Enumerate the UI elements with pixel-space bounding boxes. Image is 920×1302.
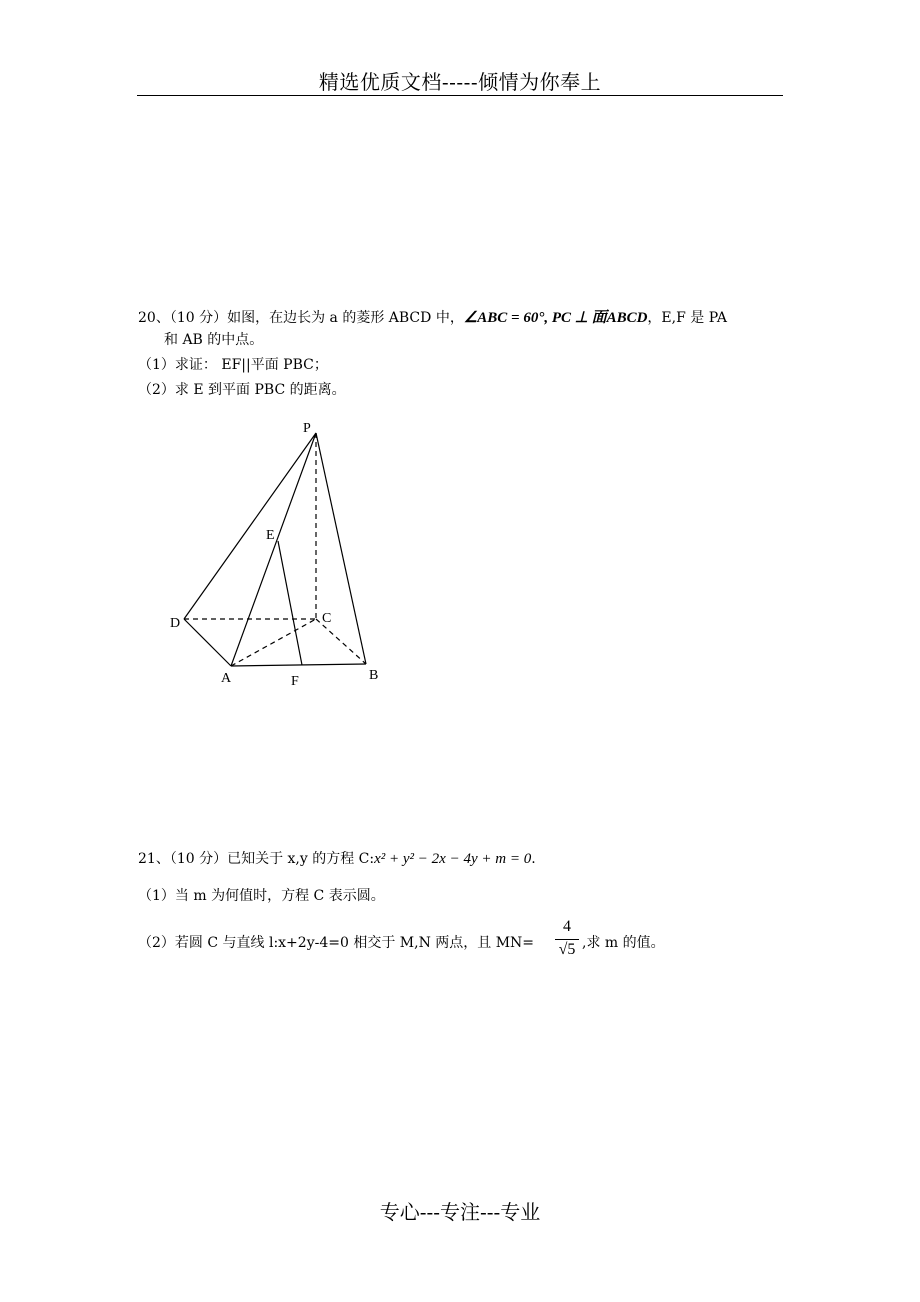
q20-part-2: （2）求 E 到平面 PBC 的距离。 — [138, 382, 346, 398]
q20-math: ∠ABC = 60°, PC ⊥ 面ABCD — [463, 310, 648, 326]
q21-part-2-tail: ,求 m 的值。 — [582, 935, 665, 951]
q21-line-1 — [138, 850, 536, 868]
label-D: D — [170, 616, 181, 631]
label-P: P — [303, 421, 311, 436]
label-A: A — [221, 671, 232, 686]
q20-line-2: 和 AB 的中点。 — [164, 332, 264, 348]
edge-PB — [316, 433, 366, 664]
edge-AB — [231, 664, 366, 666]
q20-tail: ，E,F 是 PA — [647, 310, 727, 326]
fraction-denominator: √5 — [558, 941, 576, 958]
fraction-bar — [555, 939, 579, 940]
fraction-numerator: 4 — [563, 918, 571, 935]
q21-end: . — [531, 851, 536, 867]
mn-fraction — [555, 918, 579, 959]
q20-lead: 20、（10 分）如图，在边长为 a 的菱形 ABCD 中， — [138, 310, 464, 326]
q20-part-1: （1）求证： EF||平面 PBC； — [138, 357, 328, 373]
q21-part-2-lead: （2）若圆 C 与直线 l:x+2y-4=0 相交于 M,N 两点，且 MN= — [138, 935, 535, 951]
edge-PD — [184, 433, 316, 619]
edge-PA — [231, 433, 316, 666]
label-C: C — [322, 611, 332, 626]
q21-lead: 21、（10 分）已知关于 x,y 的方程 C: — [138, 851, 375, 867]
q21-equation: x² + y² − 2x − 4y + m = 0 — [374, 851, 532, 867]
edge-DA — [184, 619, 231, 666]
edge-AC-hidden — [231, 619, 316, 666]
page-footer: 专心---专注---专业 — [379, 1200, 541, 1224]
label-E: E — [266, 528, 275, 543]
label-B: B — [369, 668, 379, 683]
q21-part-1: （1）当 m 为何值时，方程 C 表示圆。 — [138, 888, 385, 904]
page-header: 精选优质文档-----倾情为你奉上 — [318, 70, 602, 94]
label-F: F — [291, 674, 299, 689]
segment-EF — [278, 541, 302, 665]
